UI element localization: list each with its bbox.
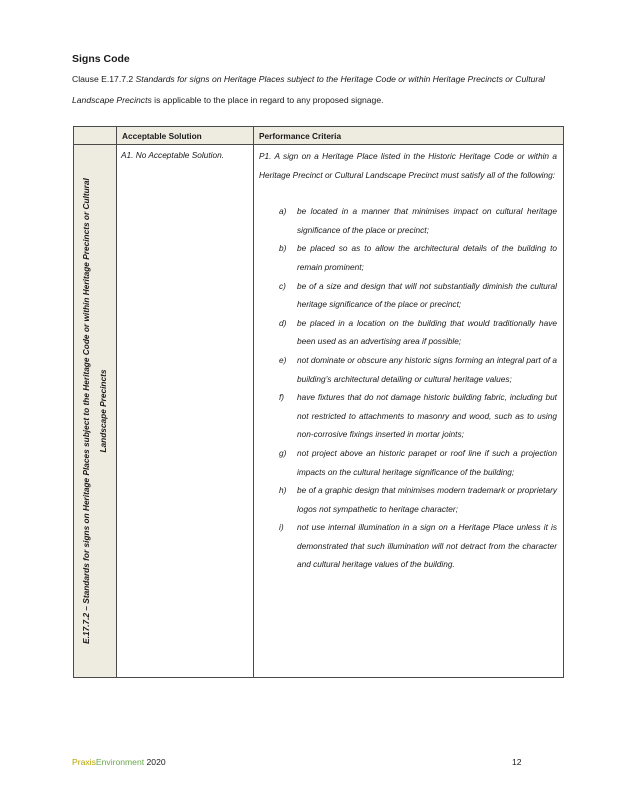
brand-praxis: Praxis xyxy=(72,757,96,767)
criterion-marker: f) xyxy=(279,392,285,403)
list-item xyxy=(259,351,557,388)
criterion-marker: b) xyxy=(279,243,287,254)
intro-clause-title: Standards for signs on Heritage Places subject to the Heritage Code or within Heritage Precincts or Cultural Landscape Precincts xyxy=(72,74,545,105)
list-item xyxy=(259,518,557,574)
criterion-marker: d) xyxy=(279,317,287,328)
criterion-text: be placed so as to allow the architectural details of the building to remain prominent; xyxy=(297,243,557,272)
criterion-marker: a) xyxy=(279,206,287,217)
criterion-text: be located in a manner that minimises impact on cultural heritage significance of the place or precinct; xyxy=(297,206,557,235)
page-title: Signs Code xyxy=(72,53,130,65)
list-item xyxy=(259,444,557,481)
criterion-text: be placed in a location on the building that would traditionally have been used as an advertising area if possible; xyxy=(297,317,557,347)
page-number: 12 xyxy=(512,757,522,767)
criterion-text: be of a graphic design that minimises modern trademark or proprietary logos not sympathetic to heritage character; xyxy=(297,485,557,514)
list-item xyxy=(259,277,557,314)
list-item xyxy=(259,314,557,351)
header-acceptable-solution: Acceptable Solution xyxy=(117,127,254,145)
header-corner-cell xyxy=(74,127,117,145)
header-performance-criteria: Performance Criteria xyxy=(254,127,564,145)
p1-statement: P1. A sign on a Heritage Place listed in the Historic Heritage Code or within a Heritage Precinct or Cultural Landscape Precinct must satisfy all of the following: xyxy=(259,151,557,180)
brand-environment: Environment xyxy=(95,757,145,767)
footer-brand xyxy=(72,757,166,767)
criterion-marker: h) xyxy=(279,485,287,496)
list-item xyxy=(259,388,557,444)
intro-clause-suffix: is applicable to the place in regard to any proposed signage. xyxy=(151,95,384,105)
criterion-text: be of a size and design that will not substantially diminish the cultural heritage significance of the place or precinct; xyxy=(297,280,557,310)
footer-year: 2020 xyxy=(144,757,166,767)
criterion-text: not project above an historic parapet or roof line if such a projection impacts on the cultural heritage significance of the building; xyxy=(297,447,557,477)
side-label: E.17.7.2 – Standards for signs on Heritage Places subject to the Heritage Code or within Heritage Precincts or Cultural Landscape Precincts xyxy=(81,178,108,644)
intro-paragraph xyxy=(72,69,562,111)
acceptable-solution-cell: A1. No Acceptable Solution. xyxy=(117,145,254,678)
list-item xyxy=(259,202,557,239)
signs-standards-table xyxy=(73,126,564,678)
list-item xyxy=(259,481,557,518)
table-header-row xyxy=(74,127,564,145)
intro-clause-prefix: Clause E.17.7.2 xyxy=(72,74,136,84)
performance-criteria-cell xyxy=(254,145,564,678)
criterion-marker: e) xyxy=(279,354,287,365)
side-label-cell xyxy=(74,145,117,678)
criterion-text: not dominate or obscure any historic signs forming an integral part of a building’s architectural detailing or cultural heritage values; xyxy=(297,354,557,384)
criterion-marker: c) xyxy=(279,280,286,291)
criterion-marker: g) xyxy=(279,447,287,458)
criterion-marker: i) xyxy=(279,522,284,533)
criterion-text: have fixtures that do not damage historic building fabric, including but not restricted to attachments to masonry and wood, such as to using non-corrosive fixings inserted in mortar joints; xyxy=(297,392,557,440)
criterion-text: not use internal illumination in a sign on a Heritage Place unless it is demonstrated that such illumination will not detract from the character and cultural heritage values of the building. xyxy=(297,522,557,570)
list-item xyxy=(259,239,557,276)
table-row xyxy=(74,145,564,678)
criteria-list xyxy=(259,202,557,574)
